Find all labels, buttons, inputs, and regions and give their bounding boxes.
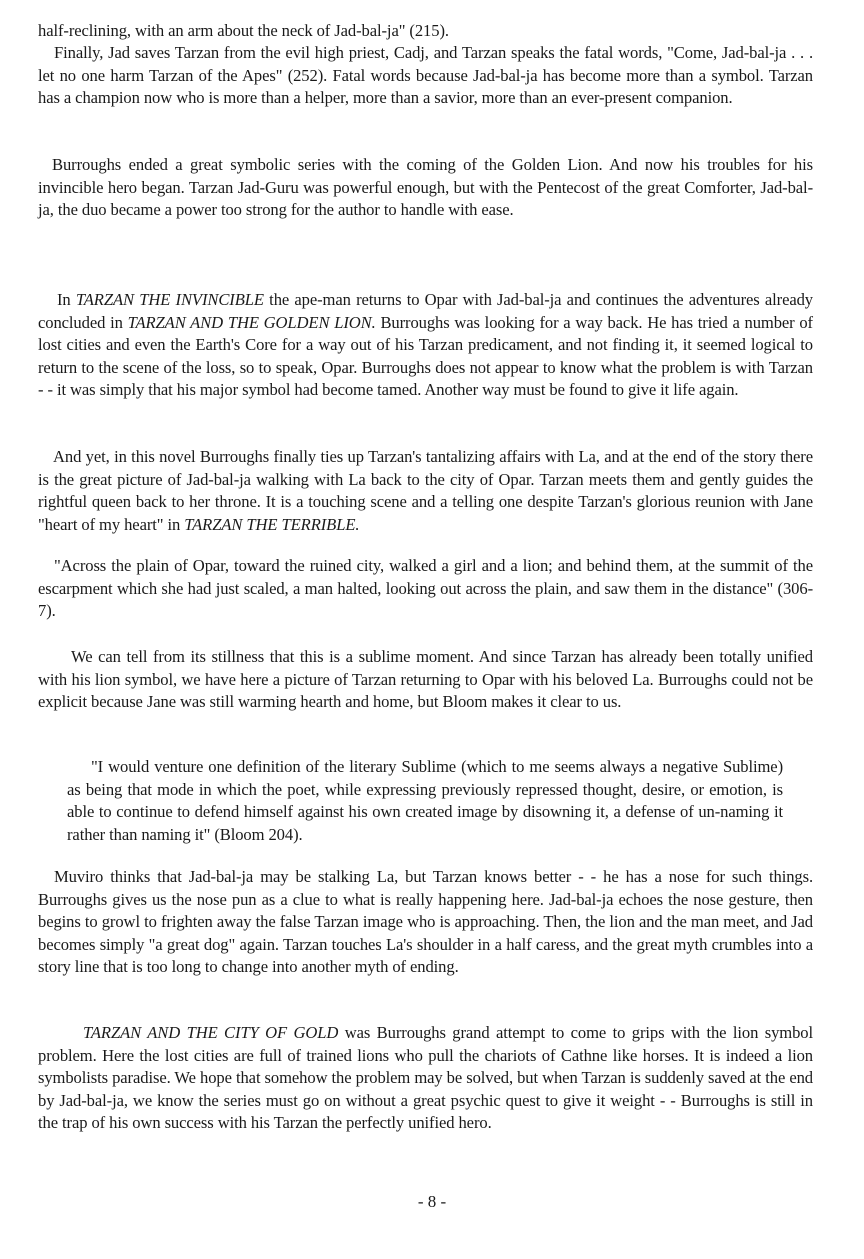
paragraph-golden-lion [38,154,813,222]
paragraph-and-yet [38,446,813,536]
paragraph-quote-opar [38,555,813,623]
paragraph-fatal-words [38,42,813,110]
paragraph-sublime-moment [38,646,813,714]
text-run: "Across the plain of Opar, toward the ruined city, walked a girl and a lion; and behind them, at the summit of the escarpment which she had just scaled, a man halted, looking out across the plain, and saw them in the distance" (306-7). [38,556,813,620]
text-run: Finally, Jad saves Tarzan from the evil high priest, Cadj, and Tarzan speaks the fatal words, "Come, Jad-bal-ja . . . let no one harm Tarzan of the Apes" (252). Fatal words because Jad-bal-ja has become more than a symbol. Tarzan has a champion now who is more than a helper, more than a savior, more than an ever-present companion. [38,43,813,107]
text-run: We can tell from its stillness that this is a sublime moment. And since Tarzan has already been totally unified with his lion symbol, we have here a picture of Tarzan returning to Opar with his beloved La. Burroughs could not be explicit because Jane was still warming hearth and home, but Bloom makes it clear to us. [38,647,813,711]
text-run: In [57,290,76,309]
book-title: TARZAN AND THE CITY OF GOLD [83,1023,339,1042]
text-run: And yet, in this novel Burroughs finally ties up Tarzan's tantalizing affairs with La, and at the end of the story there is the great picture of Jad-bal-ja walking with La back to the city of Opar. Tarzan meets them and gently guides the rightful queen back to her throne. It is a touching scene and a telling one despite Tarzan's glorious reunion with Jane "heart of my heart" in [38,447,813,534]
text-run: Burroughs ended a great symbolic series with the coming of the Golden Lion. And now his troubles for his invincible hero began. Tarzan Jad-Guru was powerful enough, but with the Pentecost of the great Comforter, Jad-bal-ja, the duo became a power too strong for the author to handle with ease. [38,155,813,219]
paragraph-city-of-gold [38,1022,813,1135]
book-title: TARZAN AND THE GOLDEN LION. [127,312,376,332]
text-run: half-reclining, with an arm about the neck of Jad-bal-ja" (215). [38,21,449,40]
text-run: the ape-man returns to Opar with Jad-bal-ja and continues the adventures already concluded in [38,290,813,332]
page-number: - 8 - [417,1192,447,1211]
paragraph-muviro [38,866,813,979]
paragraph-tarzan-invincible [38,289,813,402]
text-run: Muviro thinks that Jad-bal-ja may be stalking La, but Tarzan knows better - - he has a nose for such things. Burroughs gives us the nose pun as a clue to what is really happening here. Jad-bal-ja echoes the nose gesture, then begins to growl to frighten away the false Tarzan image who is approaching. Then, the lion and the man meet, and Jad becomes simply "a great dog" again. Tarzan touches La's shoulder in a half caress, and the great myth crumbles into a story line that is too long to change into another myth of ending. [38,867,813,976]
block-quote-bloom [67,756,783,846]
text-run: Burroughs was looking for a way back. He has tried a number of lost cities and even the Earth's Core for a way out of his Tarzan predicament, and not finding it, it seemed logical to return to the scene of the loss, so to speak, Opar. Burroughs does not appear to know what the problem is with Tarzan - - it was simply that his major symbol had become tamed. Another way must be found to give it life again. [38,312,813,399]
book-title: TARZAN THE TERRIBLE. [184,514,360,534]
paragraph-continuation [38,20,813,43]
book-title: TARZAN THE INVINCIBLE [75,290,264,309]
text-run: was Burroughs grand attempt to come to grips with the lion symbol problem. Here the lost cities are full of trained lions who pull the chariots of Cathne like horses. It is indeed a lion symbolists paradise. We hope that somehow the problem may be solved, but when Tarzan is suddenly saved at the end by Jad-bal-ja, we know the series must go on without a great psychic quest to give it weight - - Burroughs is still in the trap of his own success with his Tarzan the perfectly unified hero. [38,1023,813,1132]
text-run: "I would venture one definition of the literary Sublime (which to me seems always a negative Sublime) as being that mode in which the poet, while expressing previously repressed thought, desire, or emotion, is able to continue to defend himself against his own created image by disowning it, a defense of un-naming it rather than naming it" (Bloom 204). [67,757,783,844]
